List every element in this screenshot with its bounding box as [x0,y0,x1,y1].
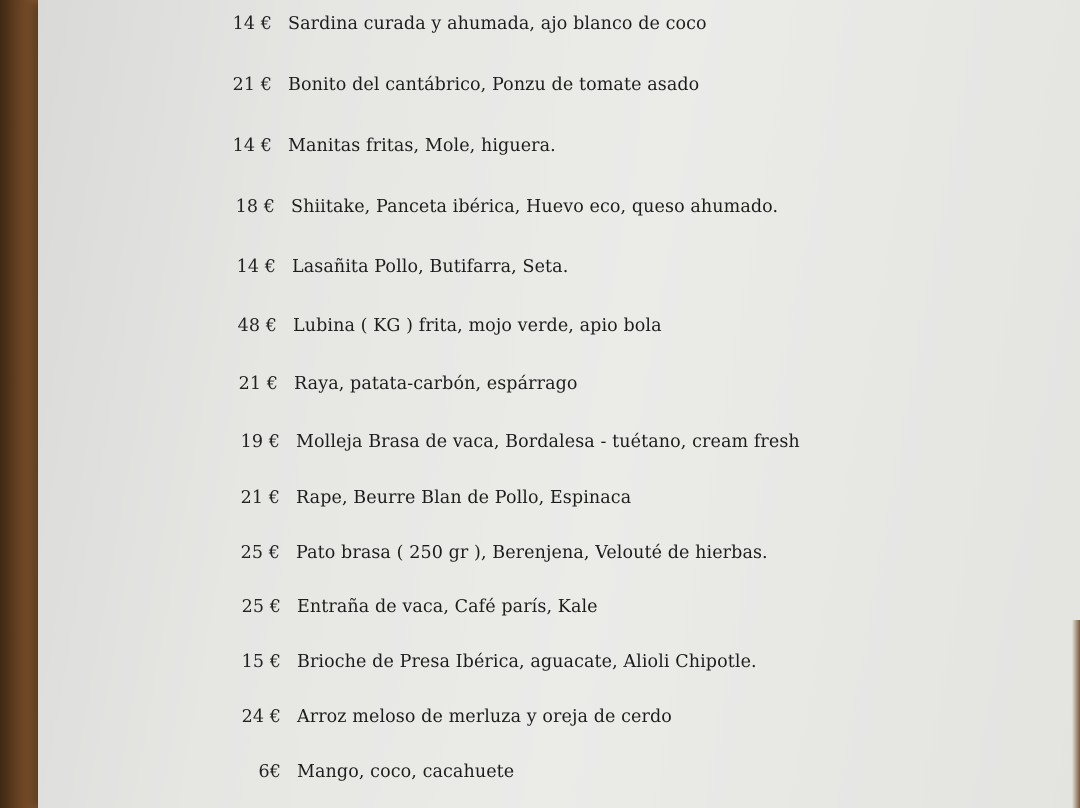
item-price: 15 € [241,652,281,672]
menu-item [220,374,578,394]
menu-item [223,652,757,672]
item-dish: Raya, patata-carbón, espárrago [294,374,578,394]
item-dish: Entraña de vaca, Café parís, Kale [297,597,598,617]
item-price: 48 € [237,316,277,336]
item-dish: Molleja Brasa de vaca, Bordalesa - tuétano, cream fresh [296,432,800,452]
item-dish: Lubina ( KG ) frita, mojo verde, apio bola [293,316,662,336]
menu-item [218,257,568,277]
menu-item [222,432,800,452]
item-dish: Brioche de Presa Ibérica, aguacate, Alioli Chipotle. [297,652,757,672]
menu-item [223,707,672,727]
table-edge [1072,620,1080,808]
item-price: 21 € [238,374,278,394]
item-price: 25 € [240,543,280,563]
item-price: 6€ [258,762,281,782]
item-dish: Lasañita Pollo, Butifarra, Seta. [292,257,569,277]
item-price: 21 € [240,488,280,508]
menu-item [223,762,514,782]
item-price: 14 € [232,14,272,34]
item-price: 18 € [235,197,275,217]
item-price: 25 € [241,597,281,617]
menu-paper [38,0,1080,808]
item-dish: Sardina curada y ahumada, ajo blanco de coco [288,14,707,34]
menu-item [214,14,707,34]
item-dish: Shiitake, Panceta ibérica, Huevo eco, queso ahumado. [291,197,779,217]
item-dish: Manitas fritas, Mole, higuera. [288,136,556,156]
item-dish: Bonito del cantábrico, Ponzu de tomate asado [288,75,700,95]
item-price: 24 € [241,707,281,727]
menu-item [222,488,631,508]
item-price: 21 € [232,75,272,95]
item-dish: Mango, coco, cacahuete [297,762,515,782]
menu-item [223,597,598,617]
item-price: 14 € [232,136,272,156]
menu-item [214,136,556,156]
menu-item [222,543,768,563]
item-dish: Pato brasa ( 250 gr ), Berenjena, Velouté de hierbas. [296,543,768,563]
menu-item [219,316,662,336]
menu-item [217,197,778,217]
item-price: 19 € [240,432,280,452]
item-price: 14 € [236,257,276,277]
menu-item [214,75,699,95]
item-dish: Arroz meloso de merluza y oreja de cerdo [297,707,672,727]
item-dish: Rape, Beurre Blan de Pollo, Espinaca [296,488,632,508]
